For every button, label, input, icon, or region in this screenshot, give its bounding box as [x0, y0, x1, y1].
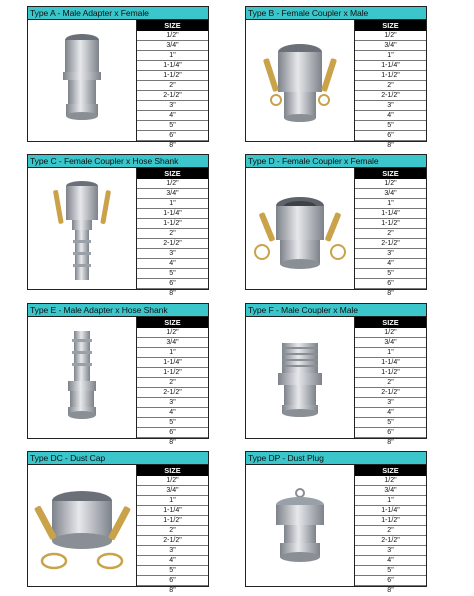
size-cell: 1" — [137, 348, 208, 358]
size-cell: 1/2" — [137, 31, 208, 41]
size-cell: 2" — [355, 378, 426, 388]
size-cell: 5" — [137, 566, 208, 576]
card-title: Type A - Male Adapter x Female — [28, 7, 208, 20]
size-cell: 1-1/4" — [137, 358, 208, 368]
size-cell: 3" — [355, 101, 426, 111]
size-cell: 8" — [169, 142, 176, 149]
card-type-d — [245, 154, 427, 297]
size-cell: 3/4" — [137, 338, 208, 348]
size-cell: 1-1/2" — [355, 71, 426, 81]
card-title: Type D - Female Coupler x Female — [246, 155, 426, 168]
size-cell: 6" — [355, 279, 426, 289]
size-cell: 6" — [355, 428, 426, 438]
size-cell: 4" — [137, 408, 208, 418]
size-header: SIZE — [355, 168, 426, 179]
size-cell: 1-1/2" — [137, 368, 208, 378]
size-cell: 1-1/2" — [137, 219, 208, 229]
size-cell: 3" — [137, 101, 208, 111]
size-cell: 1/2" — [355, 476, 426, 486]
size-cell: 6" — [137, 576, 208, 586]
size-cell: 8" — [169, 290, 176, 297]
size-cell: 1" — [137, 51, 208, 61]
type-c-fitting-image — [28, 168, 136, 289]
card-title: Type DP - Dust Plug — [246, 452, 426, 465]
type-f-fitting-image — [246, 317, 354, 438]
size-cell: 1/2" — [355, 31, 426, 41]
size-cell: 1-1/4" — [137, 61, 208, 71]
size-cell: 5" — [355, 121, 426, 131]
size-cell: 1" — [355, 51, 426, 61]
size-cell: 3/4" — [355, 486, 426, 496]
size-cell: 1/2" — [355, 328, 426, 338]
size-table — [136, 20, 208, 149]
size-cell: 3/4" — [137, 486, 208, 496]
type-dc-fitting-image — [28, 465, 136, 586]
size-cell: 8" — [169, 587, 176, 594]
card-type-f — [245, 303, 427, 446]
size-cell: 3" — [355, 546, 426, 556]
card-title: Type C - Female Coupler x Hose Shank — [28, 155, 208, 168]
size-cell: 1" — [137, 496, 208, 506]
size-cell: 3/4" — [137, 189, 208, 199]
size-cell: 1-1/4" — [355, 61, 426, 71]
size-table — [136, 168, 208, 297]
size-cell: 3" — [137, 546, 208, 556]
size-cell: 2-1/2" — [355, 91, 426, 101]
size-cell: 8" — [387, 142, 394, 149]
size-header: SIZE — [137, 20, 208, 31]
size-cell: 6" — [355, 131, 426, 141]
size-cell: 1/2" — [355, 179, 426, 189]
size-cell: 8" — [387, 439, 394, 446]
card-type-dc — [27, 451, 209, 594]
card-type-b — [245, 6, 427, 149]
size-cell: 1-1/4" — [355, 209, 426, 219]
size-cell: 2-1/2" — [137, 91, 208, 101]
size-cell: 2" — [355, 526, 426, 536]
size-cell: 5" — [137, 121, 208, 131]
size-table — [354, 168, 426, 297]
size-table — [136, 317, 208, 446]
size-cell: 1-1/2" — [355, 219, 426, 229]
size-cell: 5" — [137, 418, 208, 428]
size-cell: 2" — [137, 229, 208, 239]
size-cell: 3/4" — [355, 41, 426, 51]
size-header: SIZE — [355, 317, 426, 328]
size-cell: 8" — [169, 439, 176, 446]
size-cell: 2" — [355, 229, 426, 239]
type-dp-fitting-image — [246, 465, 354, 586]
size-cell: 1-1/2" — [137, 516, 208, 526]
size-cell: 5" — [355, 566, 426, 576]
size-cell: 6" — [137, 428, 208, 438]
size-header: SIZE — [137, 168, 208, 179]
size-cell: 1-1/2" — [355, 516, 426, 526]
card-title: Type E - Male Adapter x Hose Shank — [28, 304, 208, 317]
type-b-fitting-image — [246, 20, 354, 141]
size-cell: 3" — [355, 249, 426, 259]
size-cell: 1/2" — [137, 179, 208, 189]
size-cell: 1-1/2" — [355, 368, 426, 378]
size-cell: 1/2" — [137, 328, 208, 338]
size-header: SIZE — [355, 465, 426, 476]
size-cell: 2-1/2" — [355, 536, 426, 546]
size-cell: 1-1/4" — [355, 506, 426, 516]
size-cell: 1/2" — [137, 476, 208, 486]
card-type-e — [27, 303, 209, 446]
size-cell: 1-1/4" — [137, 209, 208, 219]
card-title: Type DC - Dust Cap — [28, 452, 208, 465]
card-type-dp — [245, 451, 427, 594]
size-cell: 2-1/2" — [137, 388, 208, 398]
card-title: Type F - Male Coupler x Male — [246, 304, 426, 317]
size-header: SIZE — [355, 20, 426, 31]
size-cell: 2-1/2" — [137, 536, 208, 546]
size-cell: 4" — [137, 111, 208, 121]
size-cell: 5" — [355, 418, 426, 428]
size-cell: 2" — [137, 81, 208, 91]
size-cell: 3" — [137, 249, 208, 259]
size-cell: 1" — [355, 496, 426, 506]
size-table — [136, 465, 208, 594]
size-cell: 1" — [355, 348, 426, 358]
size-cell: 1" — [137, 199, 208, 209]
size-header: SIZE — [137, 465, 208, 476]
type-e-fitting-image — [28, 317, 136, 438]
size-cell: 6" — [137, 279, 208, 289]
size-cell: 4" — [355, 556, 426, 566]
size-table — [354, 465, 426, 594]
size-cell: 2-1/2" — [137, 239, 208, 249]
card-type-c — [27, 154, 209, 297]
size-cell: 1-1/2" — [137, 71, 208, 81]
size-table — [354, 317, 426, 446]
size-cell: 4" — [355, 259, 426, 269]
size-cell: 2-1/2" — [355, 388, 426, 398]
type-a-fitting-image — [28, 20, 136, 141]
size-cell: 8" — [387, 587, 394, 594]
size-cell: 2" — [137, 526, 208, 536]
card-title: Type B - Female Coupler x Male — [246, 7, 426, 20]
size-cell: 5" — [355, 269, 426, 279]
type-d-fitting-image — [246, 168, 354, 289]
size-cell: 1-1/4" — [355, 358, 426, 368]
size-cell: 1" — [355, 199, 426, 209]
size-table — [354, 20, 426, 149]
size-cell: 6" — [355, 576, 426, 586]
size-cell: 2-1/2" — [355, 239, 426, 249]
size-cell: 2" — [355, 81, 426, 91]
size-cell: 4" — [137, 259, 208, 269]
card-type-a — [27, 6, 209, 149]
size-cell: 3/4" — [355, 338, 426, 348]
size-cell: 4" — [355, 111, 426, 121]
size-cell: 5" — [137, 269, 208, 279]
size-header: SIZE — [137, 317, 208, 328]
size-cell: 6" — [137, 131, 208, 141]
size-cell: 3" — [137, 398, 208, 408]
size-cell: 8" — [387, 290, 394, 297]
size-cell: 3" — [355, 398, 426, 408]
size-cell: 4" — [355, 408, 426, 418]
size-cell: 4" — [137, 556, 208, 566]
size-cell: 3/4" — [355, 189, 426, 199]
size-cell: 1-1/4" — [137, 506, 208, 516]
size-cell: 3/4" — [137, 41, 208, 51]
size-cell: 2" — [137, 378, 208, 388]
